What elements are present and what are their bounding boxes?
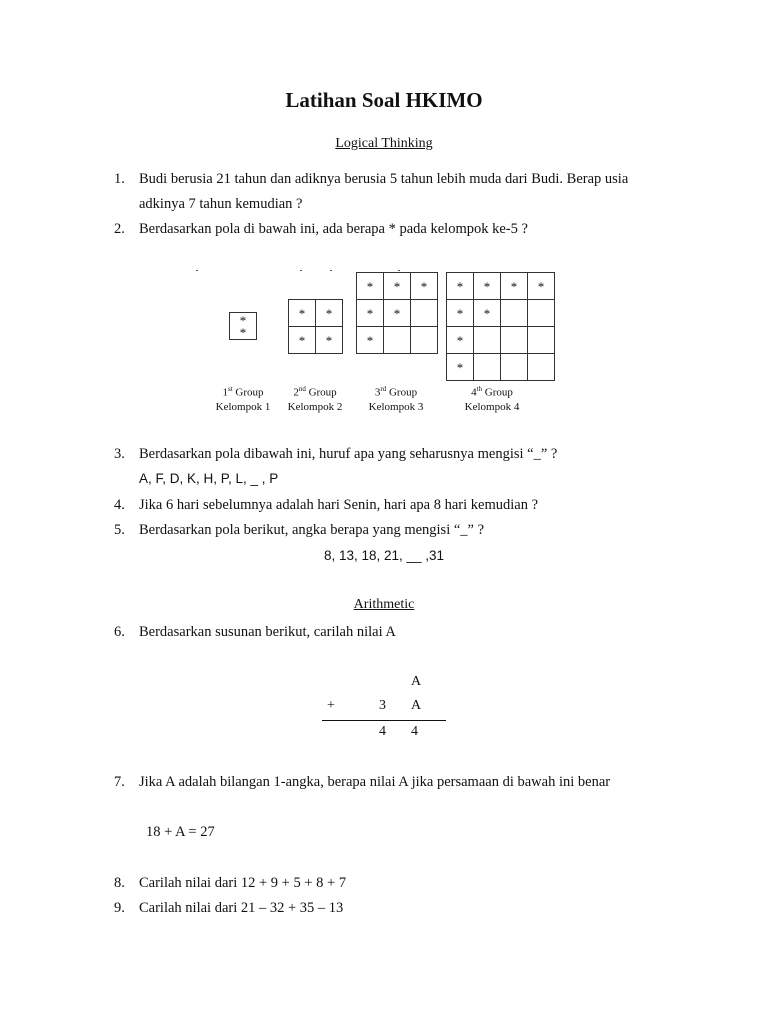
- grid-cell: *: [474, 273, 501, 300]
- question-number: 6.: [114, 624, 125, 640]
- scan-artifact: [196, 270, 198, 271]
- grid-cell: *: [384, 300, 411, 327]
- grid-cell: [411, 300, 438, 327]
- question-number: 5.: [114, 522, 125, 538]
- grid-cell: [384, 327, 411, 354]
- addend-1-ones: A: [411, 674, 422, 689]
- group-1-box: * *: [229, 312, 257, 340]
- question-text: Berdasarkan pola di bawah ini, ada berapa * pada kelompok ke-5 ?: [139, 221, 528, 237]
- question-text: Carilah nilai dari 12 + 9 + 5 + 8 + 7: [139, 875, 347, 891]
- group-3-grid: [356, 272, 438, 354]
- question-number: 8.: [114, 875, 125, 891]
- scan-artifact: [330, 270, 332, 271]
- grid-cell: *: [474, 300, 501, 327]
- grid-cell: *: [447, 273, 474, 300]
- grid-cell: *: [289, 300, 316, 327]
- question-number: 9.: [114, 900, 125, 916]
- grid-cell: [501, 354, 528, 381]
- scan-artifact: [300, 270, 302, 271]
- grid-cell: *: [357, 300, 384, 327]
- grid-cell: *: [447, 354, 474, 381]
- sum-ones: 4: [411, 724, 418, 739]
- addend-2-tens: 3: [379, 698, 386, 713]
- grid-cell: *: [447, 300, 474, 327]
- group-2-label: 2nd Group Kelompok 2: [287, 385, 343, 413]
- addend-2-ones: A: [411, 698, 422, 713]
- question-text: Berdasarkan susunan berikut, carilah nilai A: [139, 624, 396, 640]
- grid-cell: *: [316, 327, 343, 354]
- grid-cell: [528, 327, 555, 354]
- grid-cell: *: [289, 327, 316, 354]
- question-text: Jika 6 hari sebelumnya adalah hari Senin, hari apa 8 hari kemudian ?: [139, 497, 539, 513]
- question-number: 1.: [114, 171, 125, 187]
- grid-cell: [411, 327, 438, 354]
- grid-cell: [528, 354, 555, 381]
- group-4-grid: [446, 272, 555, 381]
- question-number: 4.: [114, 497, 125, 513]
- grid-cell: [501, 300, 528, 327]
- question-text: Budi berusia 21 tahun dan adiknya berusia 5 tahun lebih muda dari Budi. Berap usia: [139, 171, 629, 187]
- section-heading-arithmetic: Arithmetic: [353, 597, 415, 612]
- grid-cell: [501, 327, 528, 354]
- question-text: adkinya 7 tahun kemudian ?: [139, 196, 303, 212]
- group-1-label: 1st Group Kelompok 1: [215, 385, 271, 413]
- group-4-label: 4th Group Kelompok 4: [464, 385, 520, 413]
- group-3-label: 3rd Group Kelompok 3: [368, 385, 424, 413]
- number-sequence: 8, 13, 18, 21, __ ,31: [323, 548, 445, 563]
- question-text: Jika A adalah bilangan 1-angka, berapa nilai A jika persamaan di bawah ini benar: [139, 774, 611, 790]
- question-text: Berdasarkan pola dibawah ini, huruf apa yang seharusnya mengisi “_” ?: [139, 446, 558, 462]
- grid-cell: *: [316, 300, 343, 327]
- scan-artifact: [398, 270, 400, 271]
- question-number: 7.: [114, 774, 125, 790]
- sum-tens: 4: [379, 724, 386, 739]
- question-number: 3.: [114, 446, 125, 462]
- grid-cell: [474, 354, 501, 381]
- question-text: Carilah nilai dari 21 – 32 + 35 – 13: [139, 900, 344, 916]
- section-heading-logical: Logical Thinking: [335, 136, 433, 151]
- grid-cell: *: [501, 273, 528, 300]
- group-2-grid: [288, 299, 343, 354]
- grid-cell: *: [528, 273, 555, 300]
- page-title: Latihan Soal HKIMO: [285, 88, 483, 112]
- sum-line: [322, 720, 446, 721]
- plus-sign: +: [327, 698, 335, 713]
- grid-cell: *: [357, 273, 384, 300]
- grid-cell: *: [411, 273, 438, 300]
- grid-cell: *: [384, 273, 411, 300]
- grid-cell: [528, 300, 555, 327]
- question-number: 2.: [114, 221, 125, 237]
- question-text: Berdasarkan pola berikut, angka berapa yang mengisi “_” ?: [139, 522, 485, 538]
- grid-cell: *: [357, 327, 384, 354]
- grid-cell: [474, 327, 501, 354]
- equation: 18 + A = 27: [146, 824, 215, 840]
- grid-cell: *: [447, 327, 474, 354]
- letter-sequence: A, F, D, K, H, P, L, _ , P: [139, 471, 279, 486]
